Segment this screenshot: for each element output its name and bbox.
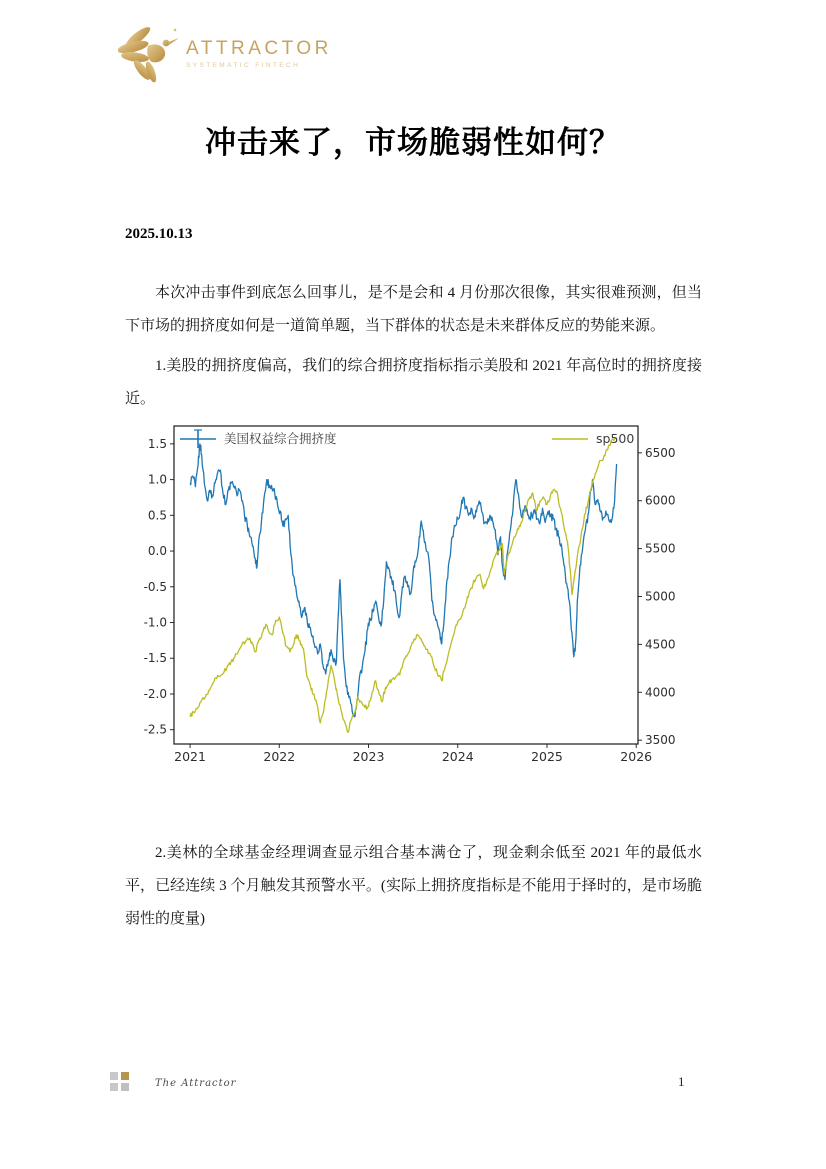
svg-text:2024: 2024 bbox=[441, 749, 474, 764]
paragraph-point-2: 2.美林的全球基金经理调查显示组合基本满仓了，现金剩余低至 2021 年的最低水平，已经连续 3 个月触发其预警水平。(实际上拥挤度指标是不能用于择时的，是市场脆弱性的度量) bbox=[125, 845, 702, 927]
svg-text:2022: 2022 bbox=[263, 749, 296, 764]
svg-text:2023: 2023 bbox=[352, 749, 385, 764]
hummingbird-logo-icon bbox=[118, 22, 182, 84]
brand-text bbox=[186, 38, 332, 69]
svg-text:-1.0: -1.0 bbox=[143, 615, 167, 630]
page-number: 1 bbox=[678, 1074, 685, 1089]
paragraph-point-1: 1.美股的拥挤度偏高，我们的综合拥挤度指标指示美股和 2021 年高位时的拥挤度接近。 bbox=[125, 358, 702, 407]
svg-text:0.0: 0.0 bbox=[147, 544, 167, 559]
footer-logo-square bbox=[110, 1083, 118, 1091]
svg-text:2021: 2021 bbox=[174, 749, 206, 764]
crowding-chart-figure bbox=[138, 412, 698, 780]
footer-logo-square bbox=[121, 1083, 129, 1091]
crowding-vs-sp500-chart bbox=[138, 412, 698, 780]
svg-text:-0.5: -0.5 bbox=[143, 579, 167, 594]
paragraph-intro: 本次冲击事件到底怎么回事儿，是不是会和 4 月份那次很像，其实很难预测，但当下市场的拥挤度如何是一道简单题，当下群体的状态是未来群体反应的势能来源。 bbox=[125, 285, 702, 334]
svg-text:0.5: 0.5 bbox=[147, 508, 167, 523]
page-title: 冲击来了，市场脆弱性如何？ bbox=[205, 124, 621, 160]
svg-text:5500: 5500 bbox=[645, 541, 676, 556]
svg-text:3500: 3500 bbox=[645, 733, 676, 748]
svg-text:-2.5: -2.5 bbox=[143, 722, 167, 737]
svg-text:-2.0: -2.0 bbox=[143, 686, 167, 701]
brand-name: ATTRACTOR bbox=[186, 37, 332, 59]
footer-brand-script: The Attractor bbox=[155, 1078, 237, 1089]
footer-logo-square bbox=[121, 1072, 129, 1080]
footer-logo-square bbox=[110, 1072, 118, 1080]
brand-header bbox=[118, 22, 332, 84]
svg-text:-1.5: -1.5 bbox=[143, 651, 167, 666]
svg-text:2025: 2025 bbox=[531, 749, 563, 764]
svg-text:6500: 6500 bbox=[645, 445, 676, 460]
svg-text:1.0: 1.0 bbox=[147, 472, 167, 487]
footer-squares-logo bbox=[110, 1072, 129, 1091]
svg-text:4000: 4000 bbox=[645, 685, 676, 700]
svg-text:1.5: 1.5 bbox=[147, 436, 167, 451]
svg-text:sp500: sp500 bbox=[596, 431, 635, 446]
svg-text:5000: 5000 bbox=[645, 589, 676, 604]
brand-subtitle: SYSTEMATIC FINTECH bbox=[186, 61, 301, 69]
svg-text:美国权益综合拥挤度: 美国权益综合拥挤度 bbox=[224, 431, 337, 446]
article-date: 2025.10.13 bbox=[125, 226, 193, 242]
svg-text:6000: 6000 bbox=[645, 493, 676, 508]
svg-text:2026: 2026 bbox=[620, 749, 653, 764]
svg-text:4500: 4500 bbox=[645, 637, 676, 652]
